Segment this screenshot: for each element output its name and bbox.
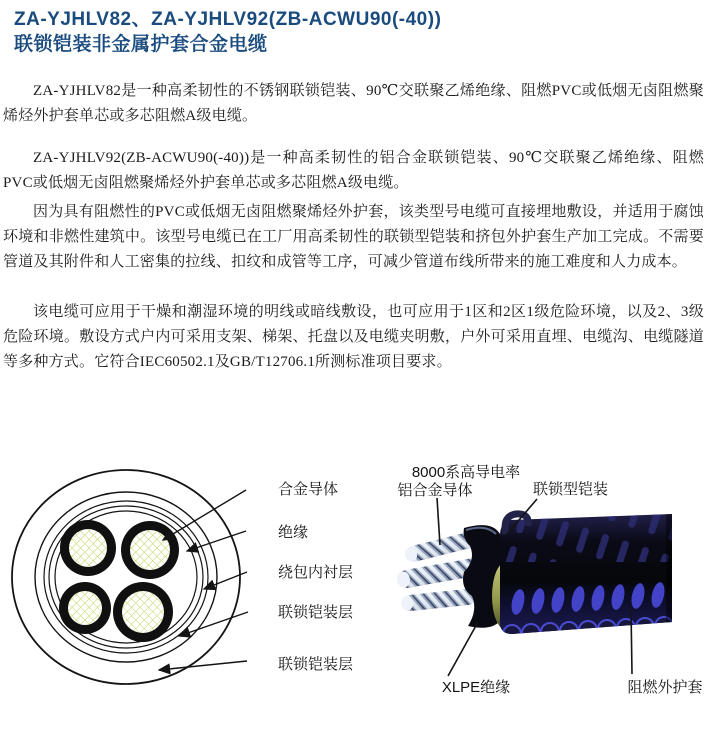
- label-armor-layer-2: 联锁铠装层: [278, 656, 354, 673]
- cable-photo-drawing: [395, 463, 702, 696]
- photo-label-sheath: 阻燃外护套: [627, 679, 703, 696]
- page-title-line1: ZA-YJHLV82、ZA-YJHLV92(ZB-ACWU90(-40)): [14, 9, 442, 30]
- label-alloy-conductor: 合金导体: [278, 481, 339, 498]
- page-title: [14, 7, 441, 57]
- page-title-line2: 联锁铠装非金属护套合金电缆: [14, 34, 268, 55]
- photo-label-insulation: XLPE绝缘: [441, 679, 511, 696]
- paragraph-yjhlv82: ZA-YJHLV82是一种高柔韧性的不锈钢联锁铠装、90℃交联聚乙烯绝缘、阻燃PVC或低烟无卤阻燃聚烯烃外护套单芯或多芯阻燃A级电缆。: [3, 83, 704, 124]
- cable-photo: [360, 450, 707, 735]
- cross-section-layers: [12, 470, 240, 684]
- label-inner-liner: 绕包内衬层: [278, 564, 354, 581]
- armor-body: [500, 510, 675, 643]
- paragraph-application: 该电缆可应用于干燥和潮湿环境的明线或暗线敷设，也可应用于1区和2区1级危险环境，以及2、3级危险环境。敷设方式户内可采用支架、梯架、托盘以及电缆夹明敷，户外可采用直埋、电缆沟、电缆隧道等多种方式。它符合IEC60502.1及GB/T12706.1所测标准项目要求。: [3, 304, 704, 370]
- cross-section-cores: [59, 520, 179, 642]
- label-insulation: 绝缘: [278, 524, 309, 541]
- photo-label-conductor-line2: 铝合金导体: [397, 482, 473, 499]
- photo-label-armor: 联锁型铠装: [533, 481, 609, 498]
- cross-section-diagram: [0, 450, 360, 735]
- paragraph-yjhlv92: ZA-YJHLV92(ZB-ACWU90(-40))是一种高柔韧性的铝合金联锁铠装、90℃交联聚乙烯绝缘、阻燃PVC或低烟无卤阻燃聚烯烃外护套单芯或多芯阻燃A级电缆。: [3, 150, 704, 191]
- paragraph-installation: 因为具有阻燃性的PVC或低烟无卤阻燃聚烯烃外护套，该类型号电缆可直接埋地敷设，并适用于腐蚀环境和非燃性建筑中。该型号电缆已在工厂用高柔韧性的联锁型铠装和挤包外护套生产加工完成。不需要管道及其附件和人工密集的拉线、扣纹和成管等工序，可减少管道布线所带来的施工难度和人力成本。: [3, 204, 704, 270]
- photo-label-conductor-line1: 8000系高导电率: [411, 464, 521, 481]
- label-armor-layer-1: 联锁铠装层: [278, 604, 354, 621]
